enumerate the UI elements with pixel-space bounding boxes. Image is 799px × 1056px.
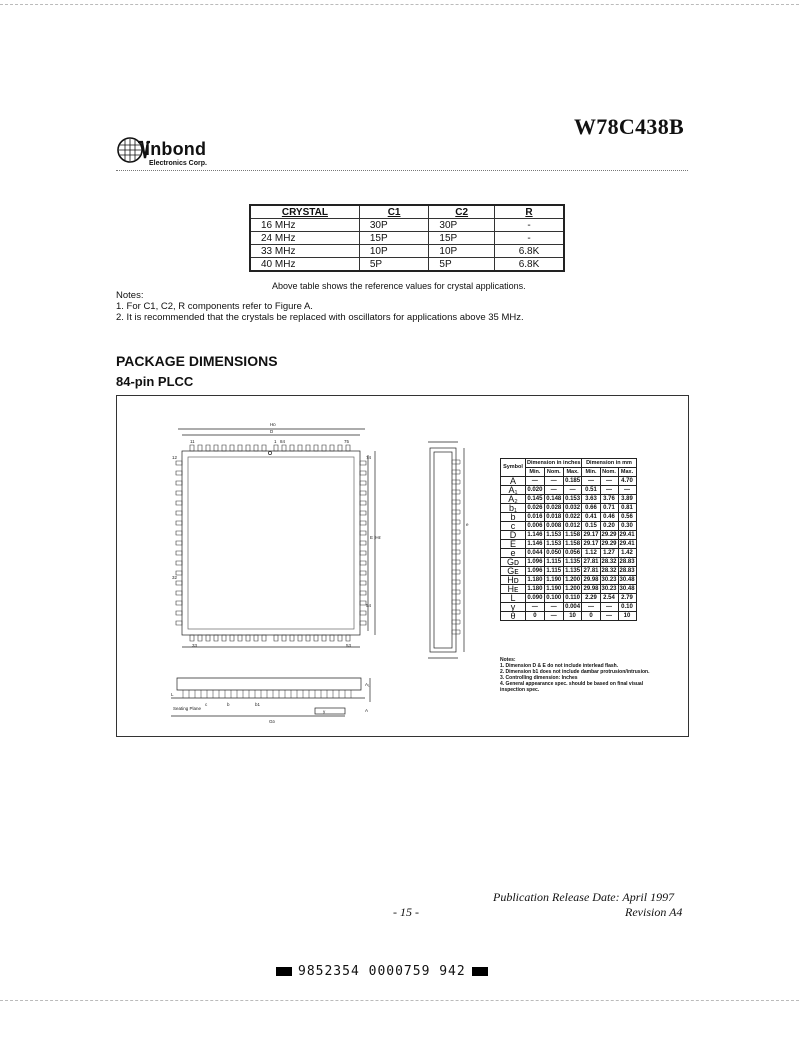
- cell: -: [494, 219, 564, 232]
- col-min: Min.: [582, 468, 600, 477]
- dim-value: —: [526, 477, 545, 486]
- plcc-profile-view-drawing: [165, 672, 380, 724]
- dim-symbol: c: [501, 522, 526, 531]
- dim-value: 1.158: [565, 540, 581, 547]
- dim-value: 1.190: [546, 585, 562, 592]
- dim-value: 1.190: [546, 576, 562, 583]
- label-hd: Hᴅ: [270, 422, 276, 427]
- dim-value: 0.46: [600, 513, 618, 522]
- label-pin-54: 54: [366, 603, 372, 608]
- dim-value: 0.028: [546, 504, 562, 511]
- publication-date: Publication Release Date: April 1997: [493, 890, 675, 904]
- dim-value: 1.27: [600, 549, 618, 558]
- label-a1: A₁: [365, 682, 370, 687]
- logo-wordmark: inbond: [145, 139, 207, 159]
- dim-symbol: b₁: [501, 504, 526, 513]
- col-inches: Dimension in inches: [527, 459, 581, 466]
- label-pin-11: 11: [190, 439, 195, 444]
- dim-value: 0.15: [582, 522, 600, 531]
- section-title: PACKAGE DIMENSIONS: [116, 353, 278, 369]
- note-item: 2. It is recommended that the crystals be replaced with oscillators for applications above 35 MHz.: [116, 312, 524, 323]
- table-row: [501, 603, 637, 612]
- dim-notes-title: Notes:: [500, 657, 516, 663]
- dim-value: 0.006: [527, 522, 543, 529]
- notes-title: Notes:: [116, 290, 144, 301]
- dim-value: 0.66: [582, 504, 600, 513]
- dim-value: 0.153: [565, 495, 581, 502]
- dim-value: 1.115: [544, 558, 563, 567]
- table-row: [501, 576, 637, 585]
- dim-value: 0.51: [582, 486, 600, 495]
- dimension-table: [500, 458, 637, 621]
- col-nom: Nom.: [600, 468, 618, 477]
- table-row: [501, 549, 637, 558]
- table-row: [501, 477, 637, 486]
- table-row: [250, 258, 564, 272]
- table-row: [501, 567, 637, 576]
- dim-value: 0.56: [618, 513, 636, 522]
- table-row: [501, 513, 637, 522]
- table-row: [501, 486, 637, 495]
- table-row: [501, 612, 637, 621]
- col-crystal: CRYSTAL: [250, 205, 359, 219]
- label-pin-53: 53: [346, 643, 352, 648]
- cell: 10P: [359, 245, 429, 258]
- cell: 15P: [359, 232, 429, 245]
- dim-value: 30.23: [601, 585, 617, 592]
- cell: 16 MHz: [250, 219, 359, 232]
- dim-note: 1. Dimension D & E do not include interlead flash.: [500, 663, 619, 669]
- dim-value: 1.153: [546, 531, 562, 538]
- cell: 24 MHz: [250, 232, 359, 245]
- col-mm: Dimension in mm: [582, 459, 636, 468]
- dim-value: 0.004: [565, 603, 581, 610]
- crystal-table: [249, 204, 565, 272]
- dim-value: 0.020: [527, 486, 543, 493]
- note-item: 1. For C1, C2, R components refer to Figure A.: [116, 301, 313, 312]
- dim-value: 1.135: [565, 567, 581, 574]
- dim-value: 0.022: [565, 513, 581, 520]
- label-pin-84: 84: [280, 439, 286, 444]
- dim-symbol: A: [501, 477, 526, 486]
- dim-value: —: [544, 486, 563, 495]
- dim-symbol: Hᴇ: [501, 585, 526, 594]
- cell: 30P: [429, 219, 495, 232]
- col-r: R: [494, 205, 564, 219]
- cell: 5P: [359, 258, 429, 272]
- dim-value: 10: [563, 612, 582, 621]
- dim-value: 29.98: [583, 585, 599, 592]
- dim-value: 1.146: [527, 531, 543, 538]
- revision: Revision A4: [625, 905, 683, 919]
- dim-symbol: e: [501, 549, 526, 558]
- dim-value: 0.145: [527, 495, 543, 502]
- col-max: Max.: [563, 468, 582, 477]
- table-caption: Above table shows the reference values for crystal applications.: [272, 281, 526, 291]
- dim-value: 1.153: [546, 540, 562, 547]
- label-e-he: E |Hᴇ: [370, 535, 381, 540]
- table-row: [250, 232, 564, 245]
- table-row: [501, 594, 637, 603]
- dim-value: —: [600, 603, 618, 612]
- cell: 5P: [429, 258, 495, 272]
- table-row: [501, 540, 637, 549]
- dim-value: 2.29: [582, 594, 600, 603]
- dim-value: 29.29: [601, 531, 617, 538]
- table-row: [250, 219, 564, 232]
- dim-value: 0.110: [563, 594, 582, 603]
- dim-symbol: θ: [501, 612, 526, 621]
- table-row: [501, 531, 637, 540]
- plcc-side-view-drawing: [420, 438, 485, 663]
- dim-value: 0.100: [546, 594, 562, 601]
- dim-value: 4.70: [618, 477, 636, 486]
- dim-value: 1.200: [565, 585, 581, 592]
- dim-value: 0.018: [546, 513, 562, 520]
- dim-value: 1.42: [618, 549, 636, 558]
- dim-value: —: [544, 612, 563, 621]
- dim-note: 2. Dimension b1 does not include dambar protrusion/intrusion.: [500, 669, 650, 675]
- dim-symbol: A₂: [501, 495, 526, 504]
- label-c: c: [205, 702, 208, 707]
- scan-artifact-bottom: [0, 1000, 799, 1001]
- dim-value: 1.115: [544, 567, 563, 576]
- dim-value: 1.200: [565, 576, 581, 583]
- dim-value: 1.180: [527, 576, 543, 583]
- dim-value: 29.17: [583, 531, 599, 538]
- col-max: Max.: [618, 468, 636, 477]
- dim-value: 0.008: [546, 522, 562, 529]
- dim-symbol: Gᴅ: [501, 558, 526, 567]
- barcode: [270, 964, 494, 979]
- dim-value: 3.76: [600, 495, 618, 504]
- cell: 15P: [429, 232, 495, 245]
- cell: 6.8K: [494, 245, 564, 258]
- dim-value: 30.48: [619, 576, 635, 583]
- label-b1: b1: [255, 702, 261, 707]
- dim-value: —: [600, 612, 618, 621]
- dim-symbol: Hᴅ: [501, 576, 526, 585]
- dim-value: 0.090: [527, 594, 543, 601]
- col-symbol: Symbol: [501, 459, 526, 477]
- dim-value: 0.044: [527, 549, 543, 556]
- label-l: L: [171, 692, 174, 697]
- label-gd: Gᴅ: [269, 719, 275, 724]
- dim-value: —: [544, 603, 563, 612]
- dim-value: 1.096: [527, 567, 543, 574]
- label-pin-32: 32: [172, 575, 178, 580]
- dim-value: 30.48: [619, 585, 635, 592]
- dim-value: —: [600, 477, 618, 486]
- dim-value: 0.056: [565, 549, 581, 556]
- dim-value: 29.29: [601, 540, 617, 547]
- dim-value: 27.81: [583, 567, 599, 574]
- dim-value: 28.83: [619, 567, 635, 574]
- table-row: [501, 504, 637, 513]
- dim-value: 0.10: [618, 603, 636, 612]
- dim-value: 1.180: [527, 585, 543, 592]
- dim-value: 30.23: [601, 576, 617, 583]
- dim-value: 1.096: [527, 558, 543, 565]
- label-pin-12: 12: [172, 455, 178, 460]
- dim-value: 0.026: [527, 504, 543, 511]
- barcode-text: 9852354 0000759 942: [298, 964, 466, 979]
- dim-value: 28.83: [619, 558, 635, 565]
- dim-symbol: A₁: [501, 486, 526, 495]
- part-number: W78C438B: [574, 114, 684, 139]
- cell: 6.8K: [494, 258, 564, 272]
- dimension-notes: [500, 657, 650, 693]
- col-min: Min.: [526, 468, 545, 477]
- dim-value: 0: [582, 612, 600, 621]
- dim-value: —: [618, 486, 636, 495]
- table-row: [501, 522, 637, 531]
- dim-value: 29.17: [583, 540, 599, 547]
- dim-value: 1.158: [565, 531, 581, 538]
- dim-value: 0.20: [600, 522, 618, 531]
- label-pin-33: 33: [192, 643, 198, 648]
- plcc-top-view-drawing: [170, 415, 385, 660]
- dim-value: 0.185: [565, 477, 581, 484]
- dim-symbol: L: [501, 594, 526, 603]
- notes: [116, 290, 524, 323]
- header-rule: [116, 170, 688, 171]
- dim-value: 2.54: [600, 594, 618, 603]
- col-c2: C2: [429, 205, 495, 219]
- logo-subtitle: Electronics Corp.: [149, 160, 207, 167]
- cell: 30P: [359, 219, 429, 232]
- dim-value: —: [563, 486, 582, 495]
- label-e: e: [466, 522, 469, 527]
- dim-value: 0.41: [582, 513, 600, 522]
- dim-value: 29.98: [583, 576, 599, 583]
- dim-value: 0.30: [618, 522, 636, 531]
- label-seating-plane: Seating Plane: [173, 706, 202, 711]
- table-row: [501, 585, 637, 594]
- dim-value: 0.148: [546, 495, 562, 502]
- dim-value: —: [544, 477, 563, 486]
- dim-value: 0.012: [565, 522, 581, 529]
- dim-value: 1.146: [527, 540, 543, 547]
- dim-value: 29.41: [619, 531, 635, 538]
- table-row: [250, 245, 564, 258]
- dim-value: 0.016: [527, 513, 543, 520]
- crystal-table-header: [250, 205, 564, 219]
- dim-note: 4. General appearance spec. should be based on final visual inspection spec.: [500, 681, 644, 693]
- dim-value: —: [600, 486, 618, 495]
- dim-value: —: [582, 603, 600, 612]
- dim-symbol: Gᴇ: [501, 567, 526, 576]
- cell: -: [494, 232, 564, 245]
- dim-symbol: b: [501, 513, 526, 522]
- table-row: [501, 558, 637, 567]
- dim-value: 0.050: [546, 549, 562, 556]
- dim-symbol: E: [501, 540, 526, 549]
- dim-value: —: [526, 603, 545, 612]
- page-number: - 15 -: [393, 905, 419, 919]
- dim-value: 28.32: [601, 558, 617, 565]
- dim-symbol: y: [501, 603, 526, 612]
- label-y: y: [323, 709, 326, 714]
- label-b: b: [227, 702, 230, 707]
- dim-value: 27.81: [583, 558, 599, 565]
- dim-value: 1.12: [582, 549, 600, 558]
- barcode-block-icon: [276, 967, 292, 976]
- barcode-block-icon: [472, 967, 488, 976]
- dim-value: 3.63: [582, 495, 600, 504]
- scan-artifact-top: [0, 4, 799, 5]
- dim-value: 2.79: [618, 594, 636, 603]
- dim-value: 28.32: [601, 567, 617, 574]
- label-pin-1: 1: [274, 439, 277, 444]
- cell: 40 MHz: [250, 258, 359, 272]
- label-a: A: [365, 708, 369, 713]
- dim-value: 3.89: [618, 495, 636, 504]
- col-nom: Nom.: [544, 468, 563, 477]
- dim-value: 1.135: [565, 558, 581, 565]
- label-pin-74: 74: [366, 455, 372, 460]
- label-d: D: [270, 429, 274, 434]
- dim-value: —: [582, 477, 600, 486]
- dim-symbol: D: [501, 531, 526, 540]
- dim-value: 29.41: [619, 540, 635, 547]
- dim-value: 0.81: [618, 504, 636, 513]
- table-row: [501, 495, 637, 504]
- dim-value: 0.71: [600, 504, 618, 513]
- dim-note: 3. Controlling dimension: Inches: [500, 675, 578, 681]
- dim-header: [501, 459, 637, 468]
- section-subtitle: 84-pin PLCC: [116, 374, 194, 389]
- col-c1: C1: [359, 205, 429, 219]
- dim-value: 0.032: [565, 504, 581, 511]
- dim-value: 0: [526, 612, 545, 621]
- label-pin-75: 75: [344, 439, 350, 444]
- dim-value: 10: [618, 612, 636, 621]
- cell: 33 MHz: [250, 245, 359, 258]
- cell: 10P: [429, 245, 495, 258]
